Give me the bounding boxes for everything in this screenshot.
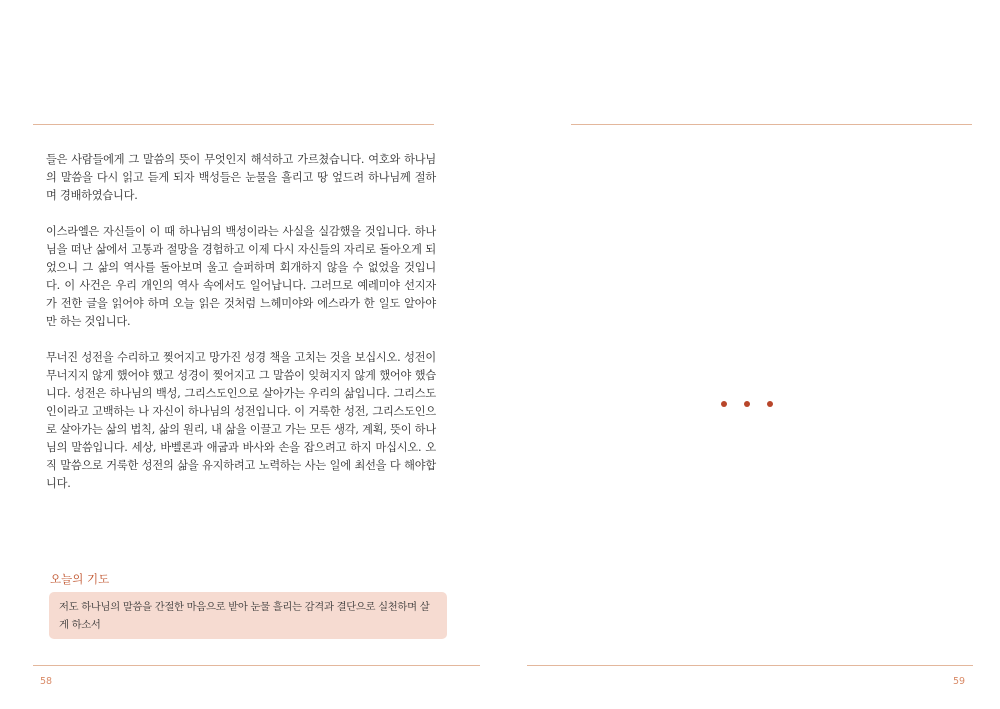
ornament-dot-icon: [721, 401, 727, 407]
body-paragraph-2: 이스라엘은 자신들이 이 때 하나님의 백성이라는 사실을 실감했을 것입니다. 하나님을 떠난 삶에서 고통과 절망을 경험하고 이제 다시 자신들의 자리로 돌아오게 되었으니 그 삶의 역사를 돌아보며 울고 슬퍼하며 회개하지 않을 수 없었을 것입니다. 이 사건은 우리 개인의 역사 속에서도 일어납니다. 그러므로 예레미야 선지자가 전한 글을 읽어야 하며 오늘 읽은 것처럼 느헤미야와 에스라가 한 일도 알아야만 하는 것입니다.: [46, 225, 436, 328]
ellipsis-ornament: [721, 401, 773, 407]
right-page-bottom-rule: [527, 665, 973, 666]
left-page-top-rule: [33, 124, 434, 125]
body-paragraph-3: 무너진 성전을 수리하고 찢어지고 망가진 성경 책을 고치는 것을 보십시오. 성전이 무너지지 않게 했어야 했고 성경이 찢어지고 그 말씀이 잊혀지지 않게 했어야 했습니다. 성전은 하나님의 백성, 그리스도인으로 살아가는 우리의 삶입니다. 그리스도인이라고 고백하는 나 자신이 하나님의 성전입니다. 이 거룩한 성전, 그리스도인으로 살아가는 삶의 법칙, 삶의 원리, 내 삶을 이끌고 가는 모든 생각, 계획, 뜻이 하나님의 말씀입니다. 세상, 바벨론과 애굽과 바사와 손을 잡으려고 하지 마십시오. 오직 말씀으로 거룩한 성전의 삶을 유지하려고 노력하는 사는 일에 최선을 다 해야합니다.: [46, 351, 436, 490]
right-page-top-rule: [571, 124, 972, 125]
ornament-dot-icon: [744, 401, 750, 407]
body-paragraph-1: 들은 사람들에게 그 말씀의 뜻이 무엇인지 해석하고 가르쳤습니다. 여호와 하나님의 말씀을 다시 읽고 듣게 되자 백성들은 눈물을 흘리고 땅 엎드려 하나님께 절하며 경배하였습니다.: [46, 153, 436, 202]
ornament-dot-icon: [767, 401, 773, 407]
right-page-number: 59: [953, 676, 966, 687]
left-page-body: [46, 151, 436, 511]
prayer-heading: 오늘의 기도: [50, 572, 110, 586]
left-page-number: 58: [40, 676, 53, 687]
prayer-text: 저도 하나님의 말씀을 간절한 마음으로 받아 눈물 흘리는 감격과 결단으로 실천하며 살게 하소서: [59, 601, 430, 631]
prayer-box: [49, 592, 447, 639]
left-page-bottom-rule: [33, 665, 480, 666]
